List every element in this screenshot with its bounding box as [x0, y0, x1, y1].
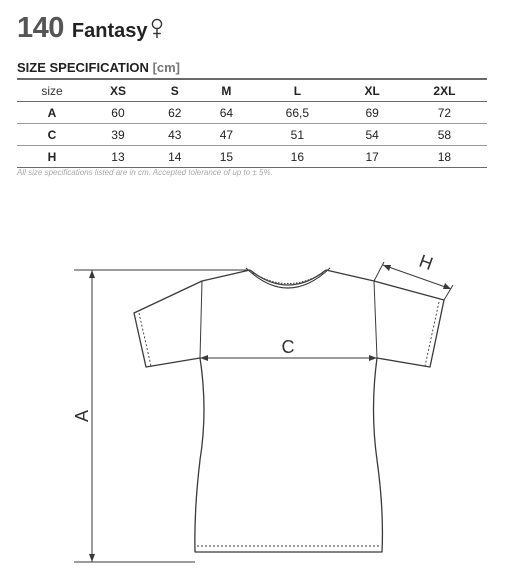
size-col-xl: XL	[343, 79, 402, 102]
table-cell: 54	[343, 124, 402, 146]
measure-c-arrow-right	[369, 355, 377, 361]
table-cell: 66,5	[252, 102, 342, 124]
size-col-s: S	[149, 79, 201, 102]
row-label-c: C	[17, 124, 87, 146]
armhole-right	[374, 281, 377, 358]
size-header-label: size	[17, 79, 87, 102]
table-cell: 14	[149, 146, 201, 168]
size-col-m: M	[201, 79, 253, 102]
table-cell: 62	[149, 102, 201, 124]
table-cell: 16	[252, 146, 342, 168]
sleeve-hem-left	[139, 313, 151, 366]
size-col-2xl: 2XL	[402, 79, 487, 102]
table-cell: 43	[149, 124, 201, 146]
tolerance-note: All size specifications listed are in cm. Accepted tolerance of up to ± 5%.	[17, 168, 273, 177]
measure-h-arrow-right	[443, 283, 451, 289]
table-cell: 18	[402, 146, 487, 168]
table-cell: 51	[252, 124, 342, 146]
size-col-xs: XS	[87, 79, 149, 102]
product-name: Fantasy	[71, 20, 148, 42]
table-cell: 64	[201, 102, 253, 124]
tshirt-outline	[134, 268, 444, 552]
measure-c-arrow-left	[200, 355, 208, 361]
measure-h-guide-inner	[374, 262, 384, 281]
measure-a-arrow-top	[89, 270, 95, 278]
table-cell: 39	[87, 124, 149, 146]
table-cell: 15	[201, 146, 253, 168]
measure-a-label: A	[71, 409, 92, 423]
spec-unit: [cm]	[152, 60, 181, 75]
measure-h-label: H	[416, 250, 436, 274]
measure-h-arrow-left	[383, 265, 391, 271]
table-cell: 69	[343, 102, 402, 124]
tshirt-body	[134, 270, 444, 552]
row-label-a: A	[17, 102, 87, 124]
measure-a	[71, 270, 250, 562]
table-cell: 58	[402, 124, 487, 146]
table-cell: 47	[201, 124, 253, 146]
measure-c-label: C	[281, 337, 295, 357]
measure-a-arrow-bottom	[89, 554, 95, 562]
table-cell: 17	[343, 146, 402, 168]
spec-title-text: SIZE SPECIFICATION	[17, 60, 149, 75]
model-number: 140	[17, 12, 64, 44]
measure-h	[374, 262, 453, 300]
table-cell: 13	[87, 146, 149, 168]
armhole-left	[200, 281, 202, 358]
table-cell: 72	[402, 102, 487, 124]
row-label-h: H	[17, 146, 87, 168]
size-col-l: L	[252, 79, 342, 102]
table-cell: 60	[87, 102, 149, 124]
